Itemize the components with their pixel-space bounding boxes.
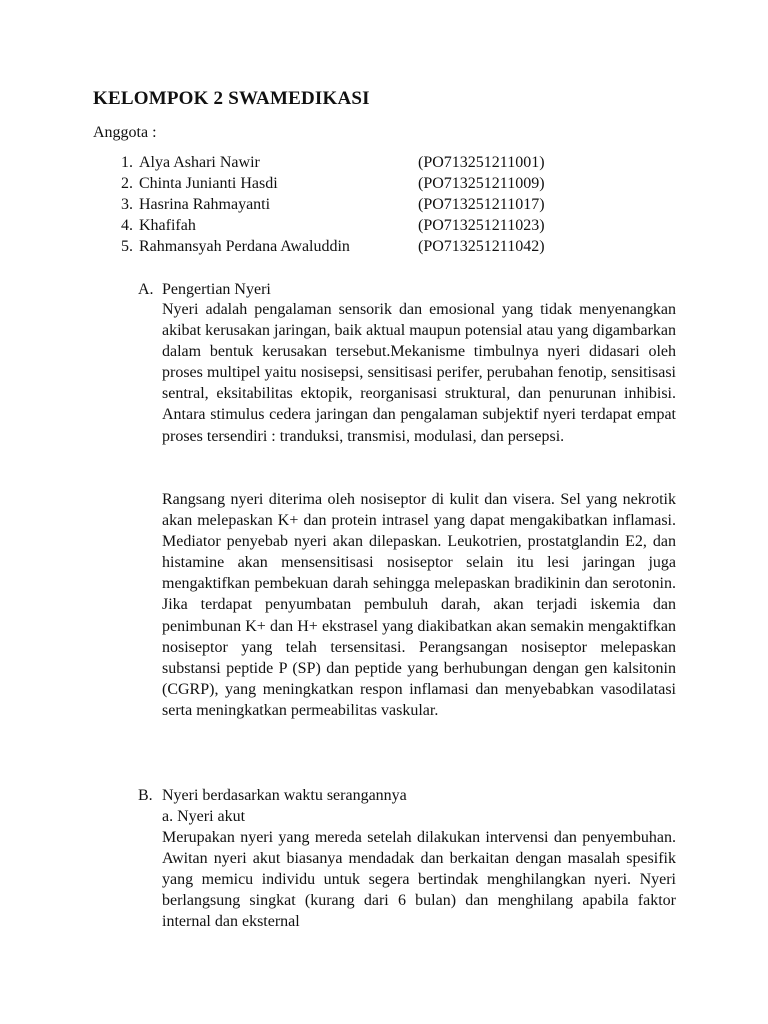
- member-item: [111, 173, 581, 194]
- member-number: 3.: [121, 196, 133, 213]
- members-label: Anggota :: [93, 124, 157, 141]
- member-name: Rahmansyah Perdana Awaluddin: [139, 238, 350, 255]
- section-b-letter: B.: [138, 787, 153, 804]
- section-a-title: Pengertian Nyeri: [162, 281, 271, 298]
- member-number: 1.: [121, 154, 133, 171]
- section-a-paragraph-1: Nyeri adalah pengalaman sensorik dan emosional yang tidak menyenangkan akibat kerusakan jaringan, baik aktual maupun potensial atau yang digambarkan dalam bentuk kerusakan tersebut.Mekanisme timbulnya nyeri didasari oleh proses multipel yaitu nosisepsi, sensitisasi perifer, perubahan fenotip, sensitisasi sentral, eksitabilitas ektopik, reorganisasi struktural, dan penurunan inhibisi. Antara stimulus cedera jaringan dan pengalaman subjektif nyeri terdapat empat proses tersendiri : tranduksi, transmisi, modulasi, dan persepsi.: [162, 301, 676, 445]
- member-item: [111, 194, 581, 215]
- section-a-paragraph-2: Rangsang nyeri diterima oleh nosiseptor di kulit dan visera. Sel yang nekrotik akan melepaskan K+ dan protein intrasel yang dapat mengakibatkan inflamasi. Mediator penyebab nyeri akan dilepaskan. Leukotrien, prostatglandin E2, dan histamine akan mensensitisasi nosiseptor selain itu lesi jaringan juga mengaktifkan pembekuan darah sehingga melepaskan bradikinin dan serotonin. Jika terdapat penyumbatan pembuluh darah, akan terjadi iskemia dan penimbunan K+ dan H+ ekstrasel yang diakibatkan akan semakin mengaktifkan nosiseptor yang telah tersensitasi. Perangsangan nosiseptor melepaskan substansi peptide P (SP) dan peptide yang berhubungan dengan gen kalsitonin (CGRP), yang meningkatkan respon inflamasi dan menyebabkan vasodilatasi serta meningkatkan permeabilitas vaskular.: [162, 491, 676, 719]
- members-list: [111, 152, 581, 257]
- member-id: (PO713251211009): [418, 175, 545, 192]
- member-name: Khafifah: [139, 217, 196, 234]
- member-item: [111, 215, 581, 236]
- member-id: (PO713251211023): [418, 217, 545, 234]
- member-name: Alya Ashari Nawir: [139, 154, 260, 171]
- document-title: KELOMPOK 2 SWAMEDIKASI: [93, 88, 370, 109]
- section-b-title: Nyeri berdasarkan waktu serangannya: [162, 787, 407, 804]
- member-id: (PO713251211017): [418, 196, 545, 213]
- section-a-letter: A.: [138, 281, 154, 298]
- member-name: Chinta Junianti Hasdi: [139, 175, 278, 192]
- section-b-heading: [138, 787, 407, 805]
- member-item: [111, 152, 581, 173]
- member-number: 4.: [121, 217, 133, 234]
- member-number: 5.: [121, 238, 133, 255]
- member-name: Hasrina Rahmayanti: [139, 196, 271, 213]
- section-b-paragraph-1: Merupakan nyeri yang mereda setelah dilakukan intervensi dan penyembuhan. Awitan nyeri akut biasanya mendadak dan berkaitan dengan masalah spesifik yang memicu individu untuk segera bertindak menghilangkan nyeri. Nyeri berlangsung singkat (kurang dari 6 bulan) dan menghilang apabila faktor internal dan eksternal: [162, 829, 676, 931]
- member-id: (PO713251211042): [418, 238, 545, 255]
- section-a-heading: [138, 281, 271, 299]
- member-item: [111, 236, 581, 257]
- member-id: (PO713251211001): [418, 154, 545, 171]
- member-number: 2.: [121, 175, 133, 192]
- section-b-subheading: a. Nyeri akut: [162, 808, 246, 825]
